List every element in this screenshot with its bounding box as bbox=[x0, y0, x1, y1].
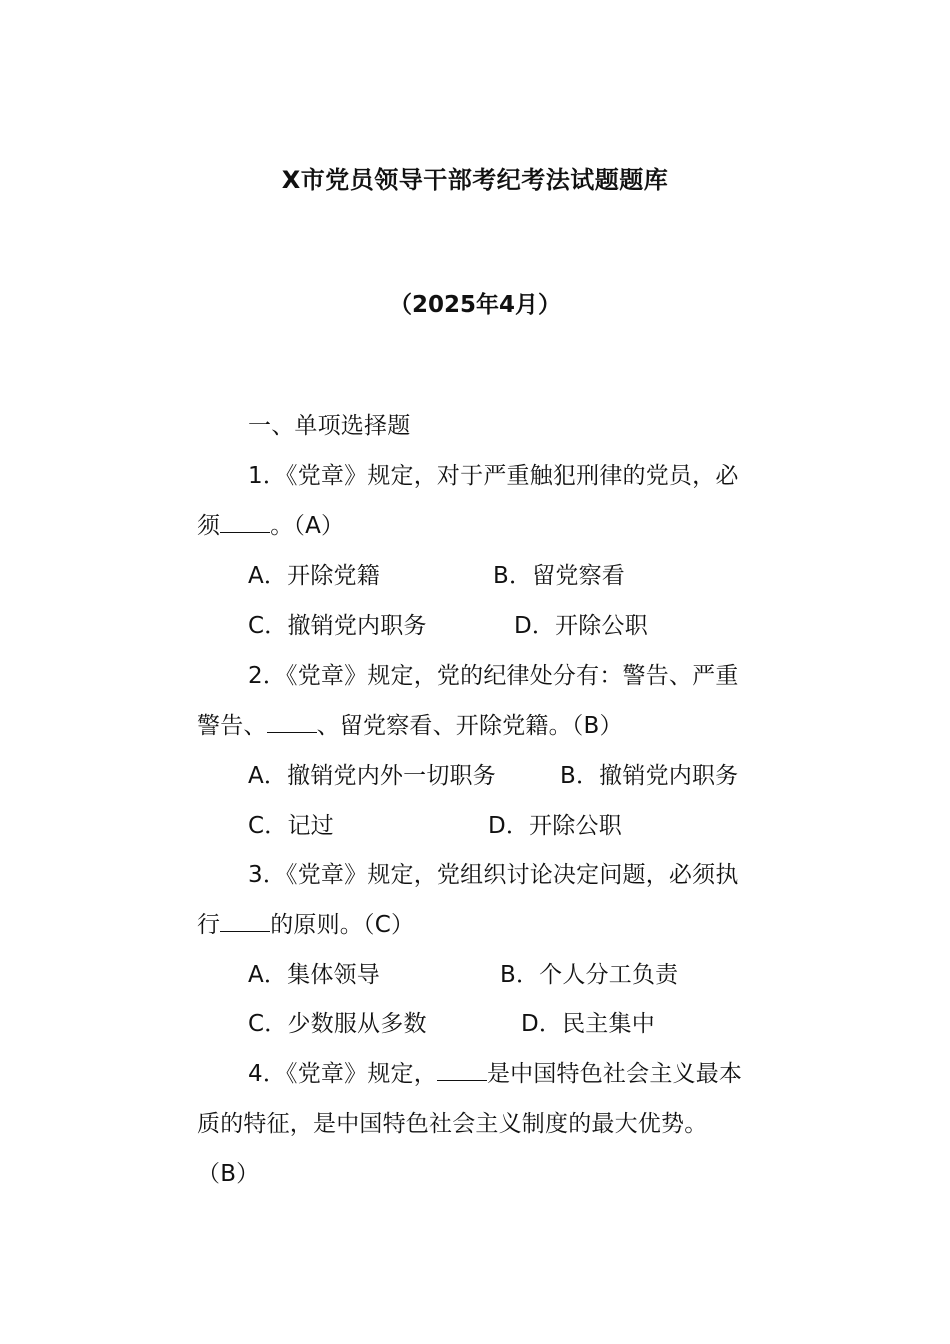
question-4-line-2: 质的特征，是中国特色社会主义制度的最大优势。 bbox=[197, 1111, 708, 1137]
question-2-options-row-1 bbox=[248, 760, 808, 792]
question-3-blank bbox=[220, 909, 270, 932]
question-1-option-d: D．开除公职 bbox=[514, 613, 648, 639]
question-3-option-b: B．个人分工负责 bbox=[500, 962, 679, 988]
document-date: （2025年4月） bbox=[388, 292, 562, 318]
question-2-option-a: A．撤销党内外一切职务 bbox=[248, 763, 496, 789]
section-heading: 一、单项选择题 bbox=[248, 413, 411, 439]
question-3-option-d: D．民主集中 bbox=[521, 1011, 655, 1037]
question-1-text-before: 须 bbox=[197, 513, 221, 539]
question-3-option-c: C．少数服从多数 bbox=[248, 1011, 427, 1037]
question-1-options-row-2 bbox=[248, 610, 808, 642]
question-1-text-after: 。（A） bbox=[270, 513, 345, 539]
question-1-line-2 bbox=[197, 510, 344, 542]
question-2-option-b: B．撤销党内职务 bbox=[560, 763, 739, 789]
question-3-line-2 bbox=[197, 909, 414, 941]
question-2-option-c: C．记过 bbox=[248, 813, 334, 839]
question-2-text-after: 、留党察看、开除党籍。（B） bbox=[316, 713, 623, 739]
question-2-blank bbox=[267, 710, 317, 733]
question-1-option-c: C．撤销党内职务 bbox=[248, 613, 427, 639]
question-1-option-a: A．开除党籍 bbox=[248, 563, 380, 589]
question-3-options-row-2 bbox=[248, 1008, 808, 1040]
document-title: X市党员领导干部考纪考法试题题库 bbox=[281, 166, 669, 194]
question-4-blank bbox=[437, 1058, 487, 1081]
question-2-options-row-2 bbox=[248, 810, 808, 842]
question-2-text-before: 警告、 bbox=[197, 713, 267, 739]
question-1-blank bbox=[220, 510, 270, 533]
question-3-option-a: A．集体领导 bbox=[248, 962, 380, 988]
question-2-option-d: D．开除公职 bbox=[488, 813, 622, 839]
question-1-options-row-1 bbox=[248, 560, 808, 592]
question-2-line-2 bbox=[197, 710, 623, 742]
question-3-line-1: 3．《党章》规定，党组织讨论决定问题，必须执 bbox=[248, 862, 739, 888]
question-4-text-after: 是中国特色社会主义最本 bbox=[486, 1061, 743, 1087]
question-1-line-1: 1．《党章》规定，对于严重触犯刑律的党员，必 bbox=[248, 463, 739, 489]
question-3-options-row-1 bbox=[248, 959, 808, 991]
question-4-text-before: 4．《党章》规定， bbox=[248, 1061, 437, 1087]
question-4-line-3: （B） bbox=[197, 1161, 260, 1187]
question-3-text-before: 行 bbox=[197, 912, 221, 938]
question-2-line-1: 2．《党章》规定，党的纪律处分有：警告、严重 bbox=[248, 663, 739, 689]
question-3-text-after: 的原则。（C） bbox=[270, 912, 415, 938]
question-1-option-b: B．留党察看 bbox=[493, 563, 625, 589]
question-4-line-1 bbox=[248, 1058, 742, 1090]
